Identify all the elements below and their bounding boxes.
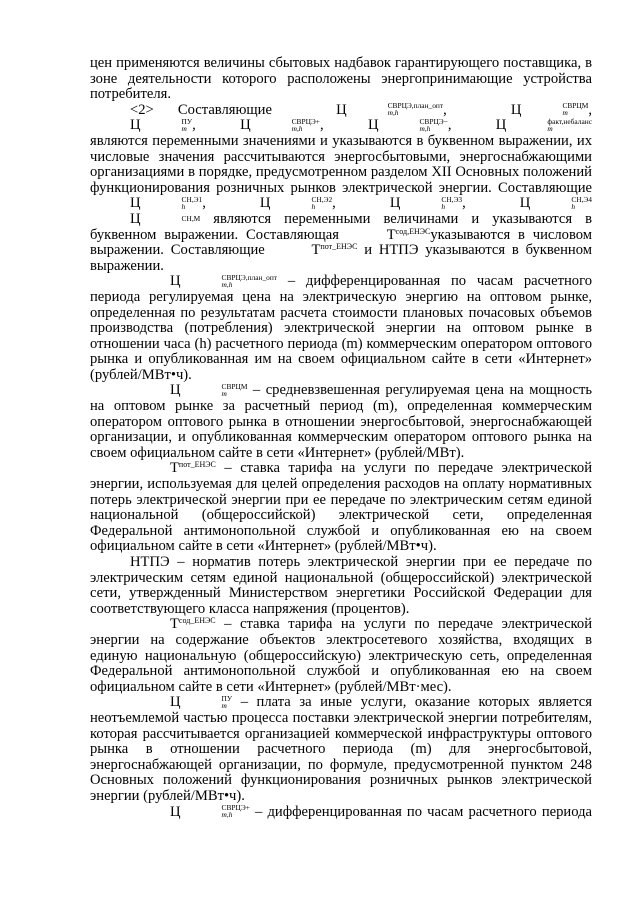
document-body: [90, 56, 592, 820]
definition-c-svrce-plus: [90, 805, 592, 821]
definition-symbol: Ц ПУ m: [170, 694, 233, 711]
definition-text: – ставка тарифа на услуги по передаче электрической энергии на содержание объектов электросетевого хозяйства, входящих в единую национальную (общероссийскую) электрическую сеть, определенная Федеральной антимонопольной службой и опубликованная ею на своем официальном сайте в сети «Интернет» (рублей/МВт·мес).: [90, 616, 593, 695]
definition-text: – ставка тарифа на услуги по передаче электрической энергии, используемая для целей определения расходов на оплату нормативных потерь электрической энергии при ее передаче по электрическим сетям единой национальной (общероссийской) электрической сети, определенная Федеральной антимонопольной службой и опубликованная ею на своем официальном сайте в сети «Интернет» (рублей/МВт•ч).: [90, 460, 593, 555]
definition-text: – средневзвешенная регулируемая цена на мощность на оптовом рынке за расчетный период (m), определенная коммерческим оператором оптового рынка в отношении энергосбытовой, энергоснабжающей организации, и опубликованная коммерческим оператором оптового рынка на своем официальном сайте в сети «Интернет» (рублей/МВт).: [90, 382, 592, 461]
definition-symbol: $Т^{пот\_ЕНЭС}$: [170, 460, 216, 477]
symbol-c-svrce-plan-opt: Ц СВРЦЭ,план_опт m,h: [336, 101, 444, 118]
symbol-c-sn-e2: Ц СН,Э2 h: [259, 195, 333, 212]
definition-symbol: Ц СВРЦЭ+ m,h: [170, 803, 250, 820]
symbol-t-sod-enes: $Т^{сод,ЕНЭС}$: [386, 226, 431, 243]
definition-text: – дифференцированная по часам расчетного периода регулируемая цена на электрическую энергию на оптовом рынке, определенная по результатам расчета стоимости плановых почасовых объемов производства (потребления) электрической энергии на оптовом рынке в отношении часа (h) расчетного периода (m) коммерческим оператором оптового рынка и опубликованная им на своем официальном сайте в сети «Интернет» (рублей/МВт•ч).: [90, 273, 593, 383]
symbol-c-svrce-plus: Ц СВРЦЭ+ m,h: [240, 117, 320, 134]
definition-symbol: Ц СВРЦЭ,план_опт m,h: [170, 272, 278, 290]
note-2-text-a: являются переменными значениями и указываются в буквенном выражении, их числовые значения рассчитываются энергосбытовыми, энергоснабжающими организациями в порядке, предусмотренном разделом XII Основных положений функционирования розничных рынков электрической энергии. Составляющие: [90, 132, 592, 196]
note-2-text-d: и НТПЭ указываются в буквенном выражении.: [90, 242, 592, 274]
definition-symbol: Ц СВРЦМ m: [170, 382, 248, 399]
paragraph-intro: цен применяются величины сбытовых надбавок гарантирующего поставщика, в зоне деятельности которого расположены энергопринимающие устройства потребителя.: [90, 55, 592, 103]
definition-symbol: $Т^{сод\_ЕНЭС}$: [170, 616, 216, 633]
paragraph-note-2: <2> Составляющие Ц СВРЦЭ,план_опт m,h , Ц СВРЦМ m , Ц ПУ m , Ц СВРЦЭ+ m,h , Ц СВРЦЭ− m,h , Ц факт,небаланс m являются переменными значениями и указываются в буквенном выражении, их числовые значения рассчитываются энергосбытовыми, энергоснабжающими организациями в порядке, предусмотренном разделом XII Основных положений функционирования розничных рынков электрической энергии. Составляющие Ц СН,Э1 h , Ц СН,Э2 h , Ц СН,Э3 h , Ц СН,Э4 h Ц СН,М являются переменными величинами и указываются в буквенном выражении. Составляющая $Т^{сод,ЕНЭС}указываются$ в числовом выражении. Составляющие $Т^{пот\_ЕНЭС}$ и НТПЭ указываются в буквенном выражении.: [90, 101, 593, 274]
symbol-t-pot-enes: $Т^{пот\_ЕНЭС}$: [311, 242, 358, 259]
definition-t-sod-enes: [90, 617, 592, 695]
symbol-c-sn-e3: Ц СН,Э3 h: [389, 195, 463, 212]
symbol-c-svrce-minus: Ц СВРЦЭ− m,h: [367, 117, 448, 134]
note-2-text-c: указываются в числовом выражении. Составляющие: [90, 226, 592, 259]
definition-t-pot-enes: [90, 461, 592, 555]
definition-c-svrce-plan-opt: [90, 274, 592, 383]
symbol-c-sn-e4: Ц СН,Э4 h: [519, 195, 593, 212]
definition-text: – дифференцированная по часам расчетного периода: [255, 803, 592, 820]
symbol-c-pu: Ц ПУ m: [130, 117, 193, 134]
definition-ntpe: НТПЭ – норматив потерь электрической энергии при ее передаче по электрическим сетям единой национальной (общероссийской) электрической сети, утвержденный Министерством энергетики Российской Федерации для соответствующего класса напряжения (процентов).: [90, 554, 592, 617]
symbol-c-sn-e1: Ц СН,Э1 h: [130, 195, 203, 212]
symbol-c-fakt-nebalans: Ц факт,небаланс m: [495, 117, 592, 134]
note-2-lead: <2> Составляющие: [130, 101, 272, 118]
definition-text: – плата за иные услуги, оказание которых является неотъемлемой частью процесса поставки электрической энергии потребителям, которая рассчитывается организацией коммерческой инфраструктуры оптового рынка в отношении расчетного периода (m) для энергосбытовой, энергоснабжающей организации, по формуле, предусмотренной пунктом 248 Основных положений функционирования розничных рынков электрической энергии (рублей/МВт•ч).: [90, 694, 592, 804]
definition-c-svrcm: [90, 383, 592, 461]
symbol-c-sn-m: Ц СН,М: [130, 210, 201, 227]
note-2-text-b: являются переменными величинами и указываются в буквенном выражении. Составляющая: [90, 210, 592, 243]
definition-c-pu: [90, 695, 592, 804]
symbol-c-svrcm: Ц СВРЦМ m: [510, 101, 589, 118]
